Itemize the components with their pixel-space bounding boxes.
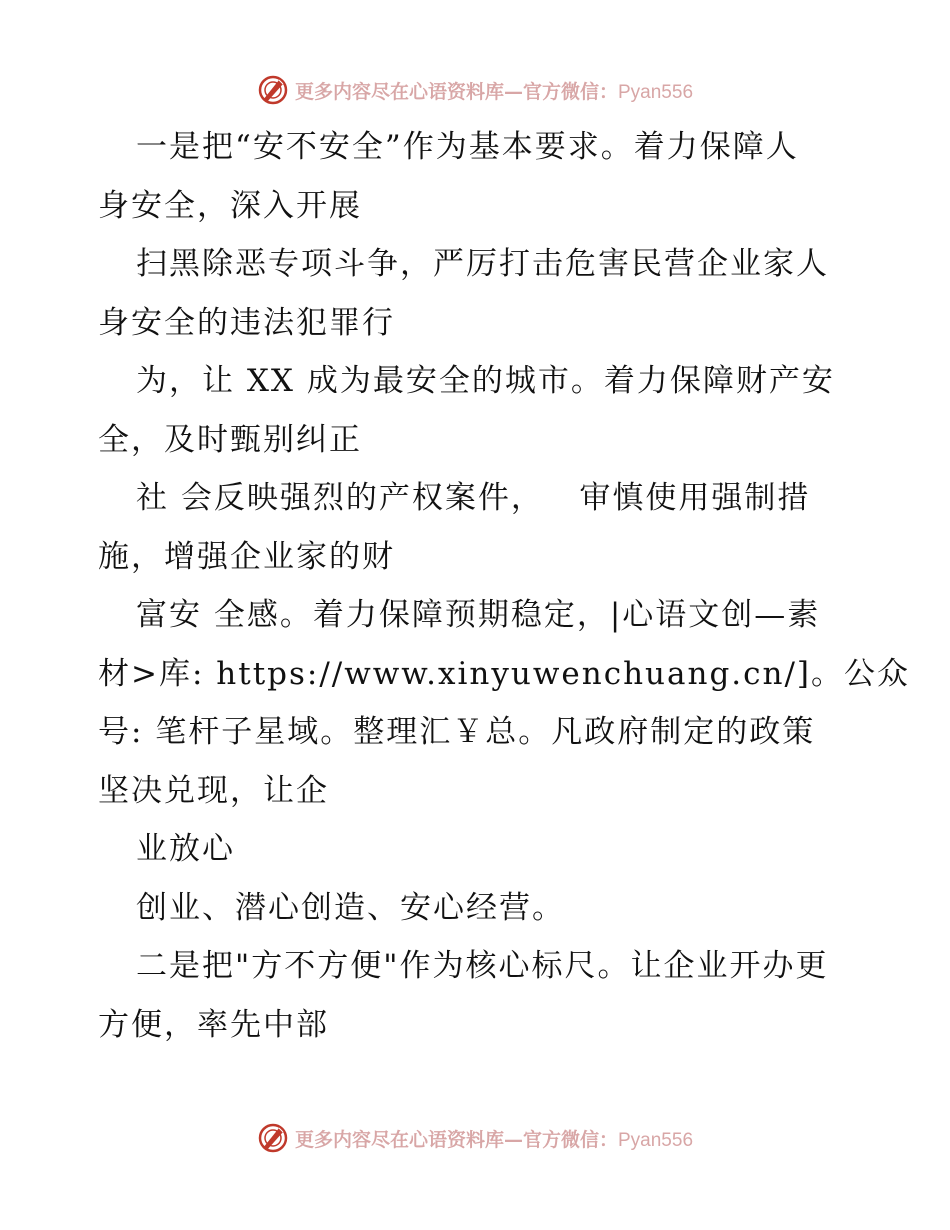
text-line: 一是把“安不安全”作为基本要求。着力保障人	[136, 129, 799, 165]
text-line: 业放心	[136, 831, 235, 867]
text-line: 全，及时甄别纠正	[98, 421, 362, 458]
text-line: 扫黑除恶专项斗争，严厉打击危害民营企业家人	[136, 246, 829, 282]
text-line: 为，让 XX 成为最安全的城市。着力保障财产安	[136, 363, 835, 399]
text-line: 身安全，深入开展	[98, 187, 362, 224]
header-banner	[0, 70, 950, 110]
text-line: 二是把"方不方便"作为核心标尺。让企业开办更	[136, 948, 829, 984]
text-line: 身安全的违法犯罪行	[98, 304, 395, 341]
footer-banner-text: 更多内容尽在心语资料库—官方微信：Pyan556	[294, 1128, 694, 1151]
text-line: 号: 笔杆子星域。整理汇￥总。凡政府制定的政策	[98, 714, 816, 750]
document-body	[98, 118, 911, 1054]
pen-logo-icon	[257, 1122, 289, 1154]
header-banner-text: 更多内容尽在心语资料库—官方微信：Pyan556	[294, 80, 694, 103]
text-line: 材>库: https://www.xinyuwenchuang.cn/]。公众	[98, 655, 911, 692]
text-line: 创业、潜心创造、安心经营。	[136, 889, 565, 926]
text-line: 施，增强企业家的财	[98, 538, 395, 575]
text-line: 社 会反映强烈的产权案件， 审慎使用强制措	[136, 480, 811, 516]
footer-banner	[0, 1118, 950, 1158]
text-line: 方便，率先中部	[98, 1006, 329, 1043]
text-line: 坚决兑现，让企	[98, 772, 329, 809]
text-line: 富安 全感。着力保障预期稳定，|心语文创—素	[136, 597, 821, 633]
pen-logo-icon	[257, 74, 289, 106]
